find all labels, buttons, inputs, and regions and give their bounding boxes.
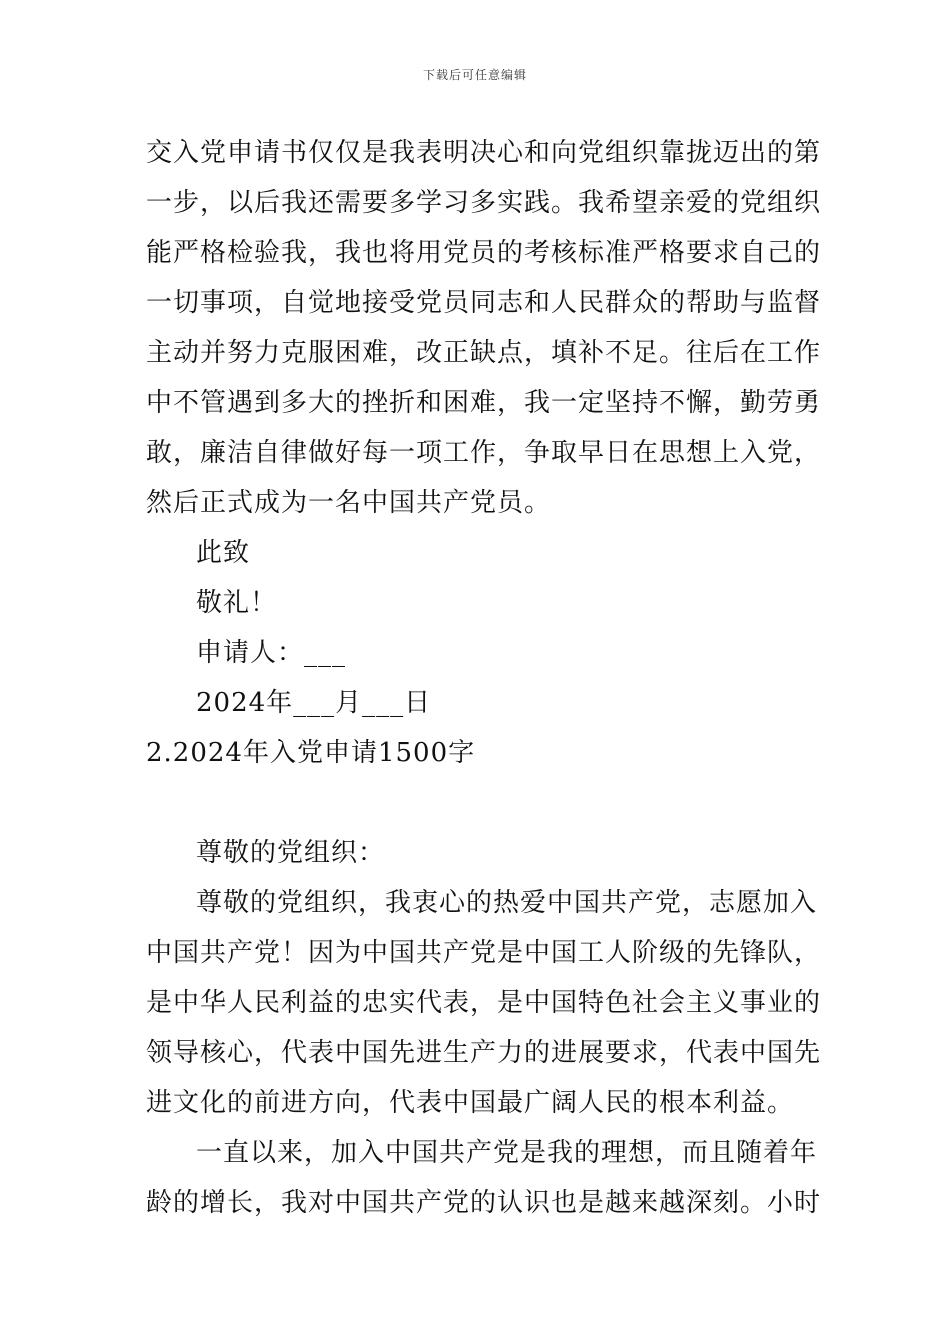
- paragraph-line: 一切事项，自觉地接受党员同志和人民群众的帮助与监督: [146, 288, 822, 318]
- application-date: 2024年___月___日: [196, 688, 432, 718]
- paragraph-line: 一步，以后我还需要多学习多实践。我希望亲爱的党组织: [146, 188, 822, 218]
- page-header: 下载后可任意编辑: [422, 68, 527, 82]
- document-body: [146, 128, 822, 1228]
- paragraph-line: 一直以来，加入中国共产党是我的理想，而且随着年: [196, 1138, 818, 1168]
- paragraph-line: 领导核心，代表中国先进生产力的进展要求，代表中国先: [146, 1038, 822, 1068]
- paragraph-line: 然后正式成为一名中国共产党员。: [146, 488, 552, 518]
- paragraph-line: 主动并努力克服困难，改正缺点，填补不足。往后在工作: [146, 338, 822, 368]
- paragraph-line: 中国共产党！因为中国共产党是中国工人阶级的先锋队，: [146, 938, 822, 968]
- paragraph-line: 敢，廉洁自律做好每一项工作，争取早日在思想上入党，: [146, 438, 822, 468]
- paragraph-line: 龄的增长，我对中国共产党的认识也是越来越深刻。小时: [146, 1188, 822, 1218]
- closing-salutation: 此致: [196, 538, 251, 568]
- section-heading: 2.2024年入党申请1500字: [146, 738, 476, 768]
- paragraph-line: 中不管遇到多大的挫折和困难，我一定坚持不懈，勤劳勇: [146, 388, 822, 418]
- paragraph-line: 进文化的前进方向，代表中国最广阔人民的根本利益。: [146, 1088, 795, 1118]
- blank-line: [146, 778, 808, 828]
- paragraph-line: 交入党申请书仅仅是我表明决心和向党组织靠拢迈出的第: [146, 138, 822, 168]
- paragraph-line: 尊敬的党组织，我衷心的热爱中国共产党，志愿加入: [196, 888, 818, 918]
- closing-regards: 敬礼！: [196, 588, 278, 618]
- applicant-signature: 申请人：___: [196, 638, 347, 668]
- greeting: 尊敬的党组织：: [196, 838, 386, 868]
- paragraph-line: 是中华人民利益的忠实代表，是中国特色社会主义事业的: [146, 988, 822, 1018]
- paragraph-line: 能严格检验我，我也将用党员的考核标准严格要求自己的: [146, 238, 822, 268]
